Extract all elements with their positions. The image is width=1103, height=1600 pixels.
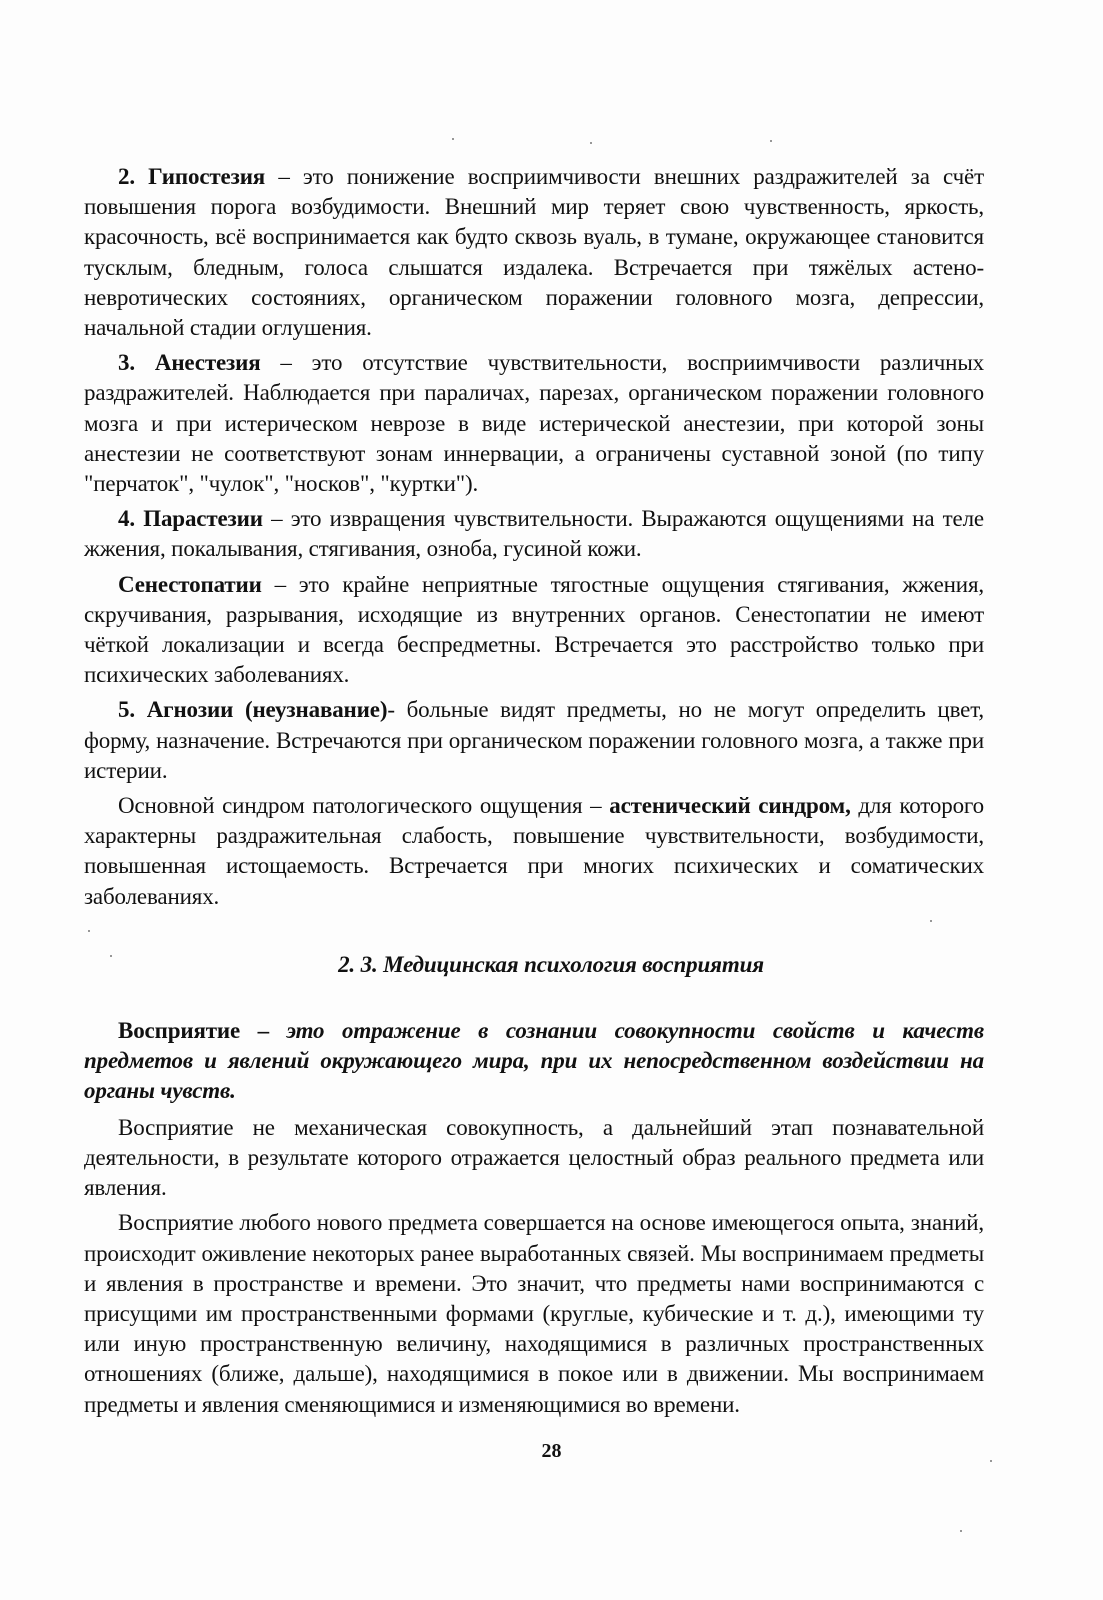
paragraph-paresthesia — [84, 504, 984, 564]
term-anesthesia: 3. Анестезия — [118, 350, 261, 376]
paragraph-senestopathy — [84, 570, 984, 691]
paragraph-text: – это крайне неприятные тягостные ощущения стягивания, жжения, скручивания, разрывания, исходящие из внутренних органов. Сенестопатии не имеют чёткой локализации и всегда беспредметны. Встречается это расстройство только при психических заболеваниях. — [84, 571, 984, 688]
term-hypoesthesia: 2. Гипостезия — [118, 164, 266, 189]
paragraph-agnosia — [84, 695, 984, 786]
scan-speck — [452, 138, 454, 140]
definition-dash: – — [240, 1018, 287, 1044]
page-number: 28 — [541, 1440, 562, 1462]
paragraph-text: Основной синдром патологического ощущения – — [118, 793, 610, 819]
term-asthenic-syndrome: астенический синдром, — [609, 793, 851, 819]
paragraph-text: – это понижение восприимчивости внешних раздражителей за счёт повышения порога возбудимости. Внешний мир теряет свою чувственность, яркость, красочность, всё воспринимается как будто сквозь вуаль, в тумане, окружающее становится тусклым, бледным, голоса слышатся издалека. Встречается при тяжёлых астено-невротических состояниях, органическом поражении головного мозга, депрессии, начальной стадии оглушения. — [84, 164, 984, 341]
term-agnosia: 5. Агнозии (неузнавание) — [118, 697, 388, 723]
paragraph-anesthesia — [84, 348, 984, 499]
scan-speck — [770, 140, 772, 142]
paragraph-perception-space-time: Восприятие любого нового предмета совершается на основе имеющегося опыта, знаний, происходит оживление некоторых ранее выработанных связей. Мы воспринимаем предметы и явления в пространстве и времени. Это значит, что предметы нами воспринимаются с присущими им пространственными формами (круглые, кубические и т. д.), имеющими ту или иную пространственную величину, находящимися в различных пространственных отношениях (ближе, дальше), находящимися в покое или в движении. Мы воспринимаем предметы и явления сменяющимися и изменяющимися во времени. — [84, 1210, 984, 1417]
section-heading: 2. 3. Медицинская психология восприятия — [338, 951, 764, 977]
term-paresthesia: 4. Парастезии — [118, 506, 263, 532]
definition-perception — [84, 1016, 984, 1107]
paragraph-text: для которого характерны раздражительная слабость, повышение чувствительности, возбудимости, повышенная истощаемость. Встречается при многих психических и соматических заболеваниях. — [84, 793, 984, 909]
body-text — [84, 162, 984, 1425]
paragraph-text: - больные видят предметы, но не могут определить цвет, форму, назначение. Встречаются при органическом поражении головного мозга, а также при истерии. — [84, 697, 984, 783]
scan-speck — [960, 1530, 962, 1532]
paragraph-hypoesthesia — [84, 162, 984, 343]
paragraph-perception-integral: Восприятие не механическая совокупность, а дальнейший этап познавательной деятельности, в результате которого отражается целостный образ реального предмета или явления. — [84, 1114, 984, 1201]
paragraph-asthenic-syndrome — [84, 791, 984, 912]
paragraph-text: – это извращения чувствительности. Выражаются ощущениями на теле жжения, покалывания, стягивания, озноба, гусиной кожи. — [84, 506, 984, 562]
term-senestopathy: Сенестопатии — [118, 571, 262, 597]
definition-text: это отражение в сознании совокупности свойств и качеств предметов и явлений окружающего мира, при их непосредственном воздействии на органы чувств. — [84, 1018, 984, 1104]
term-perception: Восприятие — [118, 1018, 241, 1044]
scan-speck — [590, 142, 592, 144]
paragraph-text: – это отсутствие чувствительности, восприимчивости различных раздражителей. Наблюдается при параличах, парезах, органическом поражении головного мозга и при истерическом неврозе в виде истерической анестезии, при которой зоны анестезии не соответствуют зонам иннервации, а ограничены суставной зоной (по типу "перчаток", "чулок", "носков", "куртки"). — [84, 350, 984, 497]
